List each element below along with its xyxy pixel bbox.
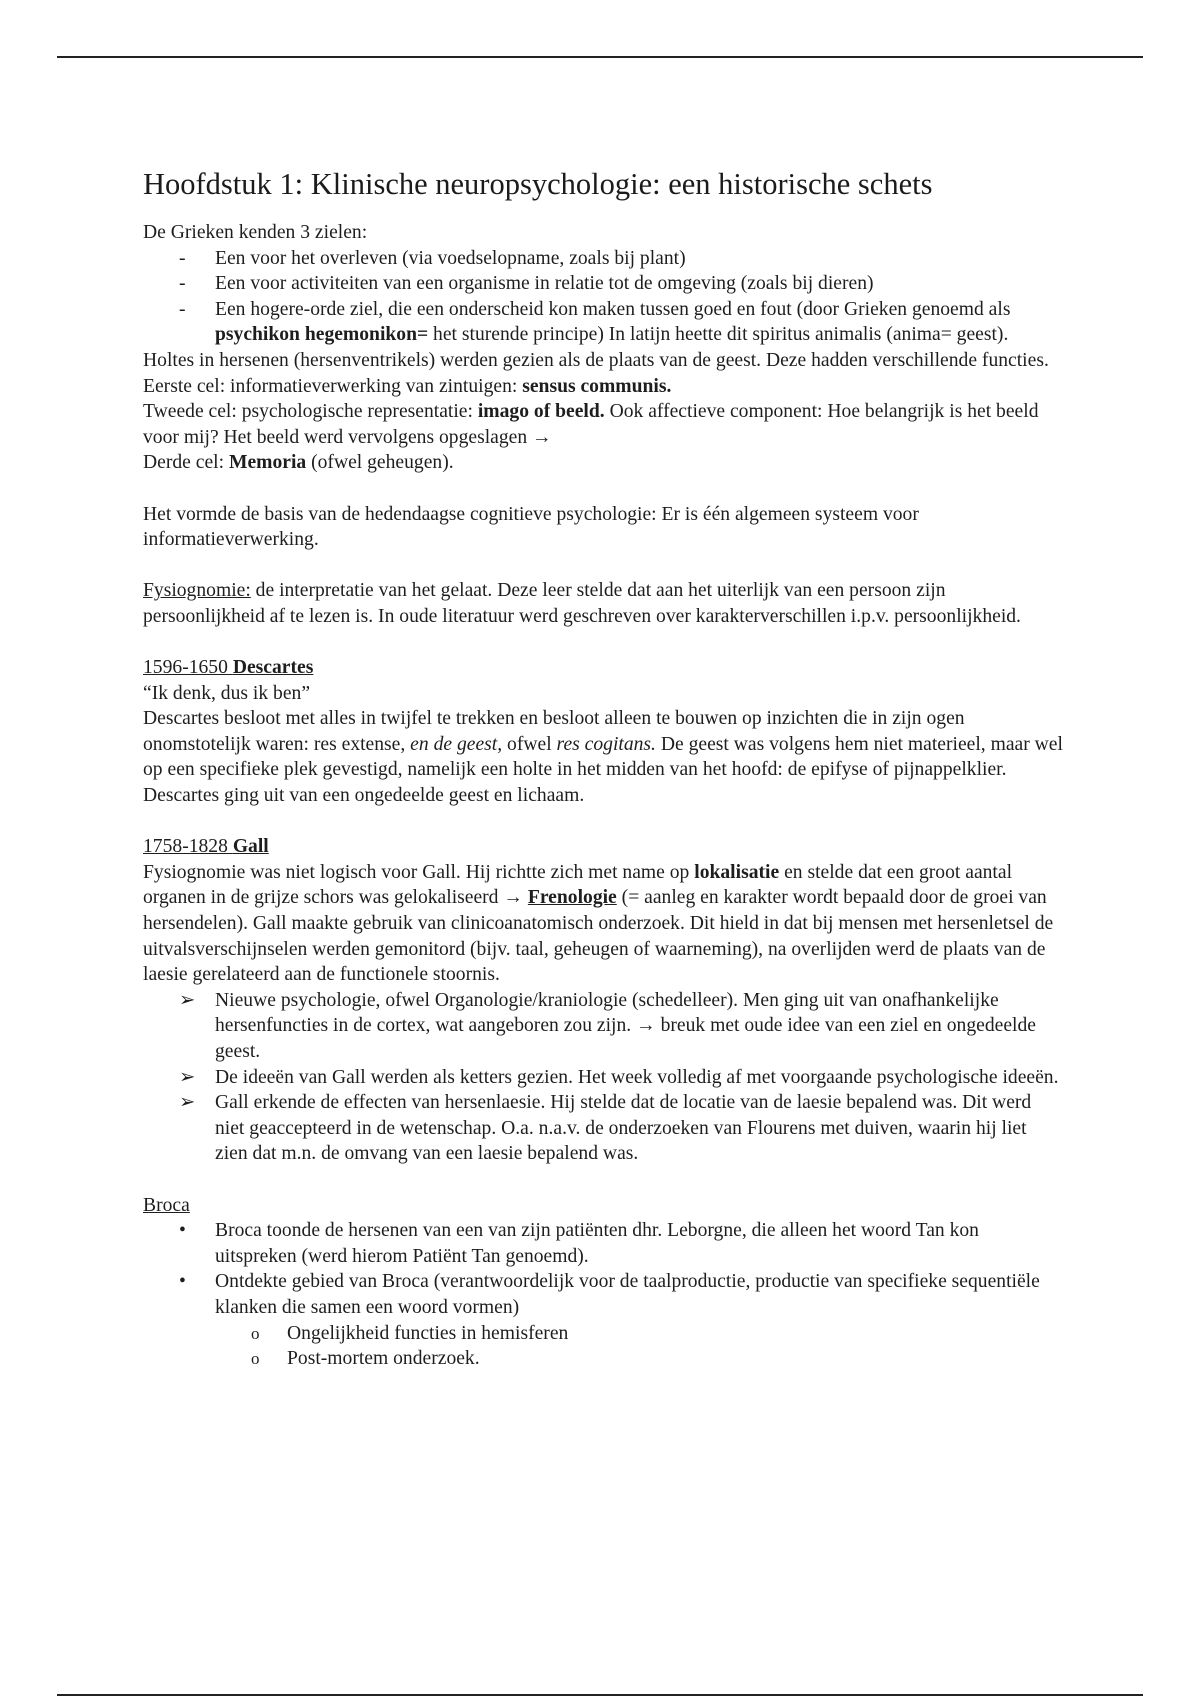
cel2-paragraph: Tweede cel: psychologische representatie: imago of beeld. Ook affectieve component: Hoe belangrijk is het beeld voor mij? Het beeld werd vervolgens opgeslagen → xyxy=(143,401,1039,448)
term-psychikon: psychikon hegemonikon= xyxy=(215,324,429,346)
arrow-bullet-icon: ➢ xyxy=(179,1092,196,1114)
holtes-paragraph: Holtes in hersenen (hersenventrikels) werden gezien als de plaats van de geest. Deze hadden verschillende functies. xyxy=(143,349,1049,371)
page-title: Hoofdstuk 1: Klinische neuropsychologie: een historische schets xyxy=(143,167,933,201)
list-item: o Ongelijkheid functies in hemisferen xyxy=(143,1321,1063,1347)
list-item: o Post-mortem onderzoek. xyxy=(143,1346,1063,1372)
term-sensus-communis: sensus communis. xyxy=(522,375,672,397)
term-frenologie: Frenologie xyxy=(527,887,617,909)
cel3-paragraph: Derde cel: Memoria (ofwel geheugen). xyxy=(143,452,454,474)
gall-heading: 1758-1828 Gall xyxy=(143,836,269,858)
list-item: - Een voor activiteiten van een organisme in relatie tot de omgeving (zoals bij dieren) xyxy=(143,271,1063,297)
fysiognomie-paragraph: Fysiognomie: de interpretatie van het gelaat. Deze leer stelde dat aan het uiterlijk van een persoon zijn persoonlijkheid af te lezen is. In oude literatuur werd geschreven over karakterverschillen i.p.v. persoonlijkheid. xyxy=(143,580,1021,627)
list-item: ➢ Gall erkende de effecten van hersenlaesie. Hij stelde dat de locatie van de laesie bepalend was. Dit werd niet geaccepteerd in de wetenschap. O.a. n.a.v. de onderzoeken van Flourens met duiven, waarin hij liet zien dat m.n. de omvang van een laesie bepalend was. xyxy=(179,1092,1032,1165)
list-item: - Een hogere-orde ziel, die een onderscheid kon maken tussen goed en fout (door Grieken genoemd als psychikon hegemonikon= het sturende principe) In latijn heette dit spiritus animalis (anima= geest). xyxy=(179,298,1011,346)
list-item: • Broca toonde de hersenen van een van zijn patiënten dhr. Leborgne, die alleen het woord Tan kon uitspreken (werd hierom Patiënt Tan genoemd). xyxy=(179,1220,979,1267)
bullet-icon: • xyxy=(179,1271,186,1293)
broca-sub-list xyxy=(143,1321,1063,1372)
greeks-intro: De Grieken kenden 3 zielen: xyxy=(143,222,368,243)
list-item: • Ontdekte gebied van Broca (verantwoordelijk voor de taalproductie, productie van specifieke sequentiële klanken die samen een woord vormen) xyxy=(179,1271,1040,1318)
dash-marker: - xyxy=(179,247,186,269)
list-item: - Een voor het overleven (via voedselopname, zoals bij plant) xyxy=(143,246,1063,272)
broca-heading: Broca xyxy=(143,1194,190,1216)
top-rule xyxy=(57,56,1143,58)
souls-list xyxy=(143,246,1063,348)
cel1-paragraph: Eerste cel: informatieverwerking van zintuigen: sensus communis. xyxy=(143,375,672,397)
arrow-bullet-icon: ➢ xyxy=(179,1066,196,1088)
term-imago: imago of beeld. xyxy=(477,401,605,423)
gall-paragraph: Fysiognomie was niet logisch voor Gall. Hij richtte zich met name op lokalisatie en stelde dat een groot aantal organen in de grijze schors was gelokaliseerd → Frenologie (= aanleg en karakter wordt bepaald door de groei van hersendelen). Gall maakte gebruik van clinicoanatomisch onderzoek. Dit hield in dat bij mensen met hersenletsel de uitvalsverschijnselen werden gemonitord (bijv. taal, geheugen of waarneming), na overlijden werd de plaats van de laesie gerelateerd aan de functionele stoornis. xyxy=(143,861,1054,986)
circle-bullet-icon: o xyxy=(251,1323,260,1343)
basis-paragraph: Het vormde de basis van de hedendaagse cognitieve psychologie: Er is één algemeen systeem voor informatieverwerking. xyxy=(143,503,919,551)
bullet-icon: • xyxy=(179,1220,186,1242)
arrow-bullet-icon: ➢ xyxy=(179,989,196,1011)
dash-marker: - xyxy=(179,298,186,320)
descartes-quote: “Ik denk, dus ik ben” xyxy=(143,682,311,704)
bottom-rule xyxy=(57,1694,1143,1696)
document-body xyxy=(143,166,1063,1372)
list-item: ➢ Nieuwe psychologie, ofwel Organologie/kraniologie (schedelleer). Men ging uit van onafhankelijke hersenfuncties in de cortex, wat aangeboren zou zijn. → breuk met oude idee van een ziel en ongedeelde geest. xyxy=(179,989,1036,1062)
descartes-paragraph: Descartes besloot met alles in twijfel te trekken en besloot alleen te bouwen op inzichten die in zijn ogen onomstotelijk waren: res extense, en de geest, ofwel res cogitans. De geest was volgens hem niet materieel, maar wel op een specifieke plek gevestigd, namelijk een holte in het midden van het hoofd: de epifyse of pijnappelklier. Descartes ging uit van een ongedeelde geest en lichaam. xyxy=(143,708,1063,807)
term-lokalisatie: lokalisatie xyxy=(694,861,780,883)
dash-marker: - xyxy=(179,273,186,295)
gall-list xyxy=(143,988,1063,1167)
term-memoria: Memoria xyxy=(228,452,307,474)
descartes-heading: 1596-1650 Descartes xyxy=(143,657,314,679)
term-fysiognomie: Fysiognomie: xyxy=(143,580,251,602)
broca-list xyxy=(143,1218,1063,1320)
list-item: ➢ De ideeën van Gall werden als ketters gezien. Het week volledig af met voorgaande psychologische ideeën. xyxy=(143,1065,1063,1091)
circle-bullet-icon: o xyxy=(251,1349,260,1369)
